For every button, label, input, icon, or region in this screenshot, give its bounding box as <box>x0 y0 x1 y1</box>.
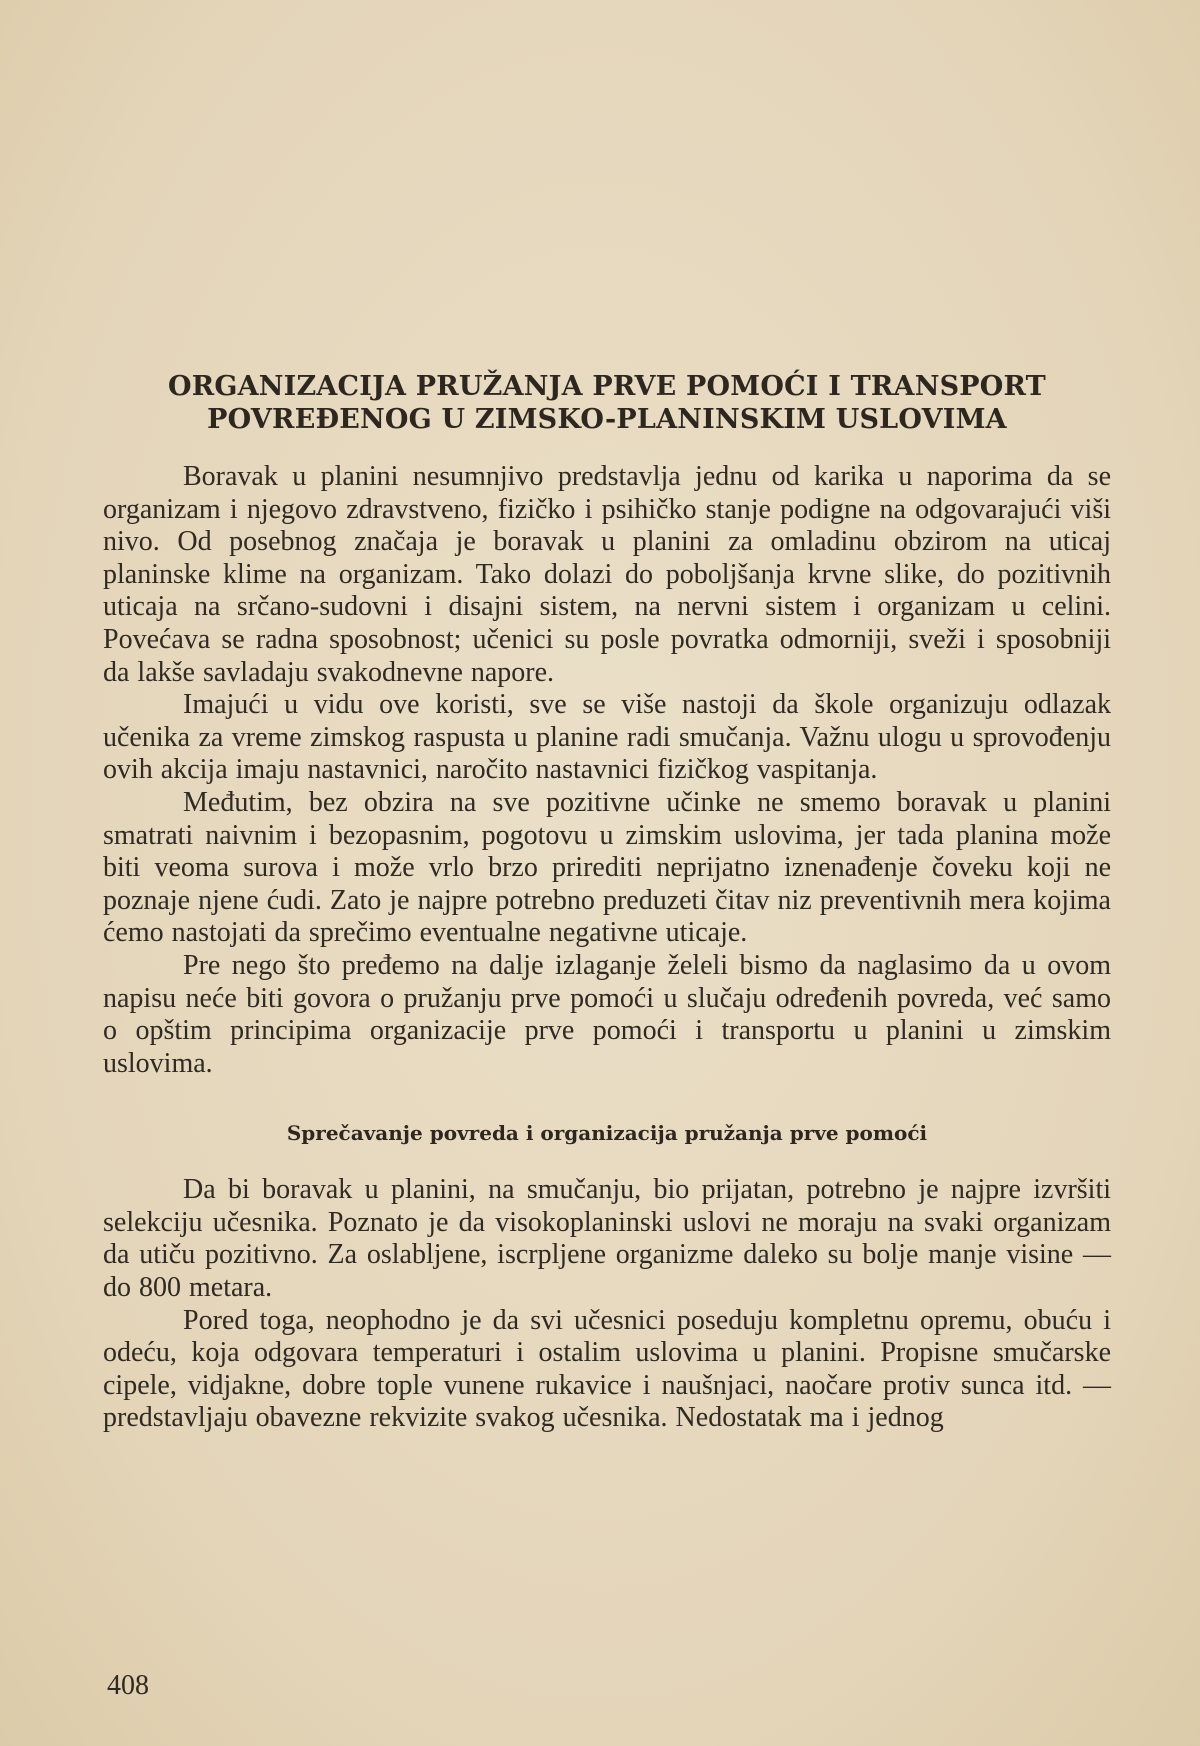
section-heading: Sprečavanje povreda i organizacija pružanja prve pomoći <box>286 1121 928 1146</box>
paragraph-3: Međutim, bez obzira na sve pozitivne učinke ne smemo boravak u planini smatrati naivnim i bezopasnim, pogotovu u zimskim uslovima, jer tada planina može biti veoma surova i može vrlo brzo prirediti neprijatno iznenađenje čoveku koji ne poznaje njene ćudi. Zato je najpre potrebno preduzeti čitav niz preventivnih mera kojima ćemo nastojati da sprečimo eventualne negativne uticaje. <box>103 786 1111 949</box>
article-body <box>103 370 1111 1435</box>
paragraph-6: Pored toga, neophodno je da svi učesnici poseduju kompletnu opremu, obuću i odeću, koja odgovara temperaturi i ostalim uslovima u planini. Propisne smučarske cipele, vidjakne, dobre tople vunene rukavice i naušnjaci, naočare protiv sunca itd. — predstavljaju obavezne rekvizite svakog učesnika. Nedostatak ma i jednog <box>103 1304 1111 1434</box>
paragraph-1: Boravak u planini nesumnjivo predstavlja jednu od karika u naporima da se organizam i njegovo zdravstveno, fizičko i psihičko stanje podigne na odgovarajući viši nivo. Od posebnog značaja je boravak u planini za omladinu obzirom na uticaj planinske klime na organizam. Tako dolazi do poboljšanja krvne slike, do pozitivnih uticaja na srčano-sudovni i disajni sistem, na nervni sistem i organizam u celini. Povećava se radna sposobnost; učenici su posle povratka odmorniji, sveži i sposobniji da lakše savladaju svakodnevne napore. <box>103 461 1111 688</box>
page-number: 408 <box>107 1670 149 1701</box>
paragraph-2: Imajući u vidu ove koristi, sve se više nastoji da škole organizuju odlazak učenika za vreme zimskog raspusta u planine radi smučanja. Važnu ulogu u sprovođenju ovih akcija imaju nastavnici, naročito nastavnici fizičkog vaspitanja. <box>103 689 1111 786</box>
article-title: ORGANIZACIJA PRUŽANJA PRVE POMOĆI I TRANSPORT POVREĐENOG U ZIMSKO-PLANINSKIM USLOVIMA <box>168 371 1046 435</box>
paragraph-4: Pre nego što pređemo na dalje izlaganje želeli bismo da naglasimo da u ovom napisu neće biti govora o pružanju prve pomoći u slučaju određenih povreda, već samo o opštim principima organizacije prve pomoći i transportu u planini u zimskim uslovima. <box>103 949 1111 1079</box>
paragraph-5: Da bi boravak u planini, na smučanju, bio prijatan, potrebno je najpre izvršiti selekciju učesnika. Poznato je da visokoplaninski uslovi ne moraju na svaki organizam da utiču pozitivno. Za oslabljene, iscrpljene organizme daleko su bolje manje visine — do 800 metara. <box>103 1174 1111 1304</box>
